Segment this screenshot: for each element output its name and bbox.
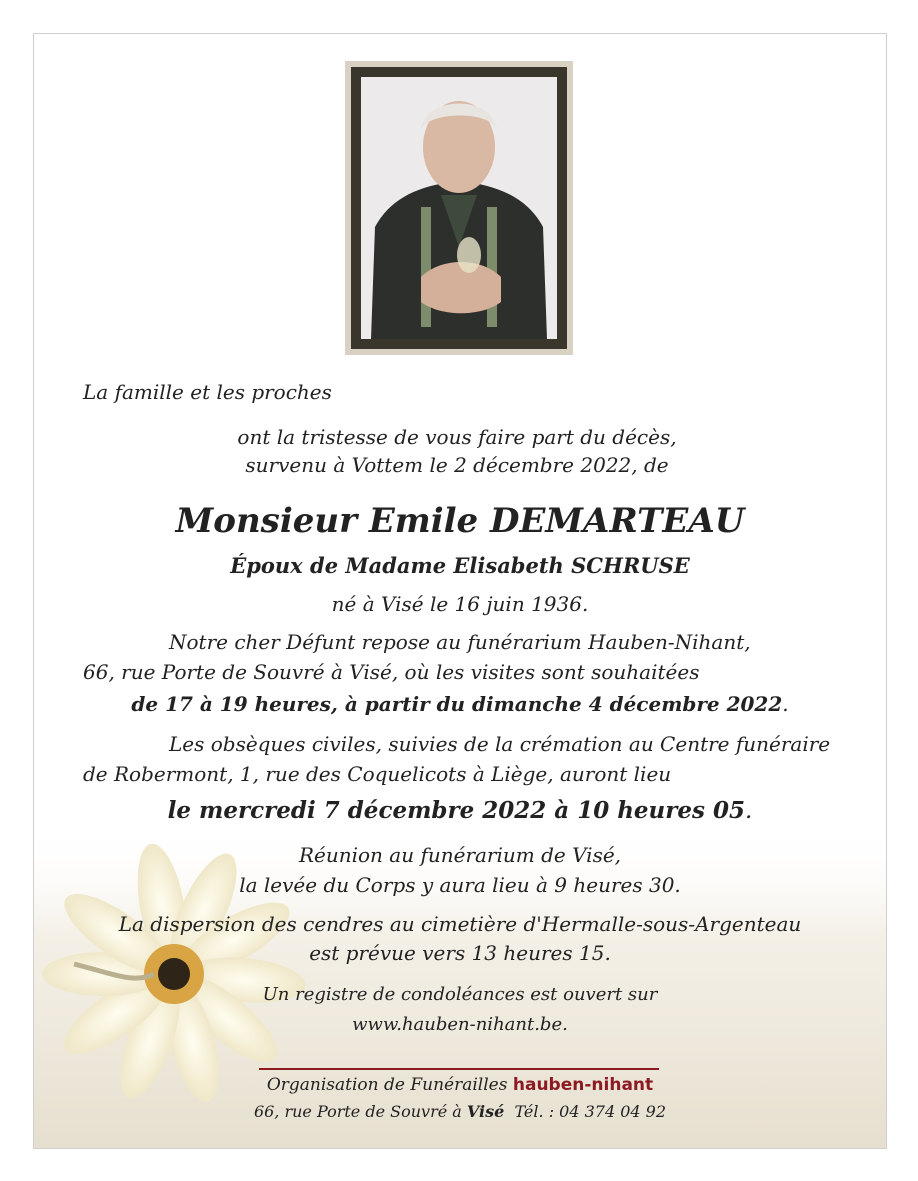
spouse-line: Époux de Madame Elisabeth SCHRUSE [230, 553, 690, 578]
intro-text: La famille et les proches [83, 380, 332, 404]
portrait-frame-inner [351, 67, 567, 349]
register-url: www.hauben-nihant.be. [352, 1014, 568, 1035]
visits-line [34, 692, 886, 716]
portrait-illustration [361, 77, 557, 339]
brand-logo-text: hauben-nihant [512, 1075, 654, 1095]
repose-line-1: Notre cher Défunt repose au funérarium Hauben-Nihant, [169, 630, 751, 654]
footer-address-street: 66, rue Porte de Souvré à [253, 1102, 467, 1121]
repose-line-2: 66, rue Porte de Souvré à Visé, où les visites sont souhaitées [83, 660, 700, 684]
reunion-line-1: Réunion au funérarium de Visé, [298, 843, 622, 867]
obituary-card [33, 33, 887, 1149]
visits-end: . [782, 692, 789, 716]
announce-line-1: ont la tristesse de vous faire part du décès, [237, 425, 677, 449]
visits-bold: de 17 à 19 heures, à partir du dimanche 4 décembre 2022 [131, 692, 783, 716]
funeral-date-bold: le mercredi 7 décembre 2022 à 10 heures 05 [167, 797, 745, 824]
footer-address-city: Visé [466, 1102, 505, 1121]
funeral-date-line [34, 797, 886, 824]
portrait-frame [345, 61, 573, 355]
reunion-line-2: la levée du Corps y aura lieu à 9 heures 30. [239, 873, 681, 897]
footer-phone: Tél. : 04 374 04 92 [504, 1102, 667, 1121]
footer-organisation [34, 1075, 886, 1095]
footer-address [34, 1102, 886, 1121]
portrait-photo [361, 77, 557, 339]
birth-line: né à Visé le 16 juin 1936. [331, 592, 589, 616]
funeral-line-1: Les obsèques civiles, suivies de la crémation au Centre funéraire [169, 732, 831, 756]
funeral-line-2: de Robermont, 1, rue des Coquelicots à Liège, auront lieu [83, 762, 672, 786]
dispersion-line-1: La dispersion des cendres au cimetière d'Hermalle-sous-Argenteau [118, 912, 802, 936]
funeral-date-end: . [745, 798, 753, 824]
deceased-name: Monsieur Emile DEMARTEAU [175, 501, 745, 541]
dispersion-line-2: est prévue vers 13 heures 15. [309, 941, 611, 965]
footer-divider [259, 1068, 659, 1070]
footer-org-label: Organisation de Funérailles [266, 1075, 513, 1095]
register-line-1: Un registre de condoléances est ouvert sur [262, 984, 658, 1005]
announce-line-2: survenu à Vottem le 2 décembre 2022, de [245, 453, 669, 477]
